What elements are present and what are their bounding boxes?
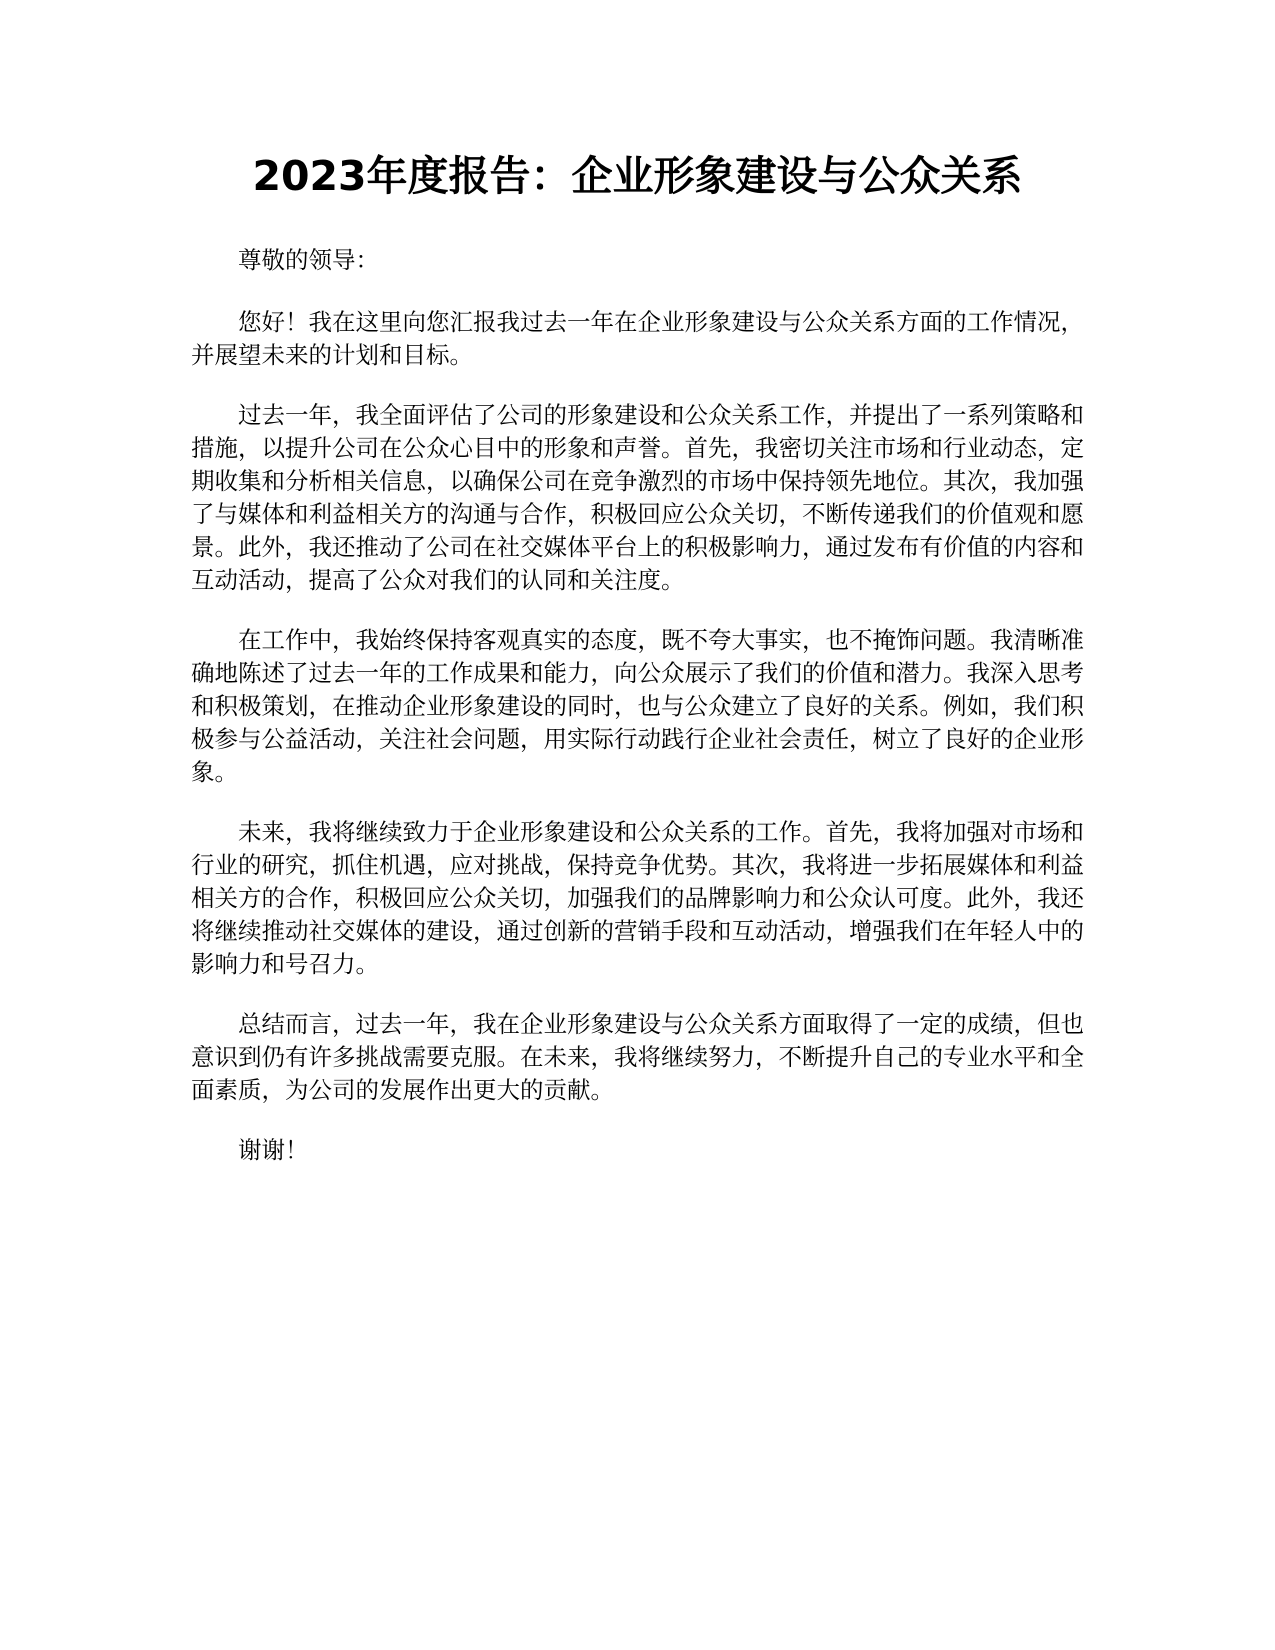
paragraph-intro: 您好！我在这里向您汇报我过去一年在企业形象建设与公众关系方面的工作情况，并展望未来的计划和目标。: [191, 308, 1084, 369]
paragraph-work-attitude: 在工作中，我始终保持客观真实的态度，既不夸大事实，也不掩饰问题。我清晰准确地陈述了过去一年的工作成果和能力，向公众展示了我们的价值和潜力。我深入思考和积极策划，在推动企业形象建设的同时，也与公众建立了良好的关系。例如，我们积极参与公益活动，关注社会问题，用实际行动践行企业社会责任，树立了良好的企业形象。: [191, 626, 1084, 786]
closing: 谢谢！: [238, 1136, 309, 1164]
paragraph-summary: 总结而言，过去一年，我在企业形象建设与公众关系方面取得了一定的成绩，但也意识到仍有许多挑战需要克服。在未来，我将继续努力，不断提升自己的专业水平和全面素质，为公司的发展作出更大的贡献。: [191, 1010, 1084, 1104]
document-body: [191, 244, 1084, 1194]
paragraph-future-plans: 未来，我将继续致力于企业形象建设和公众关系的工作。首先，我将加强对市场和行业的研究，抓住机遇，应对挑战，保持竞争优势。其次，我将进一步拓展媒体和利益相关方的合作，积极回应公众关切，加强我们的品牌影响力和公众认可度。此外，我还将继续推动社交媒体的建设，通过创新的营销手段和互动活动，增强我们在年轻人中的影响力和号召力。: [191, 818, 1084, 978]
paragraph-past-year: 过去一年，我全面评估了公司的形象建设和公众关系工作，并提出了一系列策略和措施，以提升公司在公众心目中的形象和声誉。首先，我密切关注市场和行业动态，定期收集和分析相关信息，以确保公司在竞争激烈的市场中保持领先地位。其次，我加强了与媒体和利益相关方的沟通与合作，积极回应公众关切，不断传递我们的价值观和愿景。此外，我还推动了公司在社交媒体平台上的积极影响力，通过发布有价值的内容和互动活动，提高了公众对我们的认同和关注度。: [191, 401, 1084, 594]
document-title: 2023年度报告：企业形象建设与公众关系: [252, 152, 1023, 200]
greeting: 尊敬的领导：: [238, 246, 379, 274]
